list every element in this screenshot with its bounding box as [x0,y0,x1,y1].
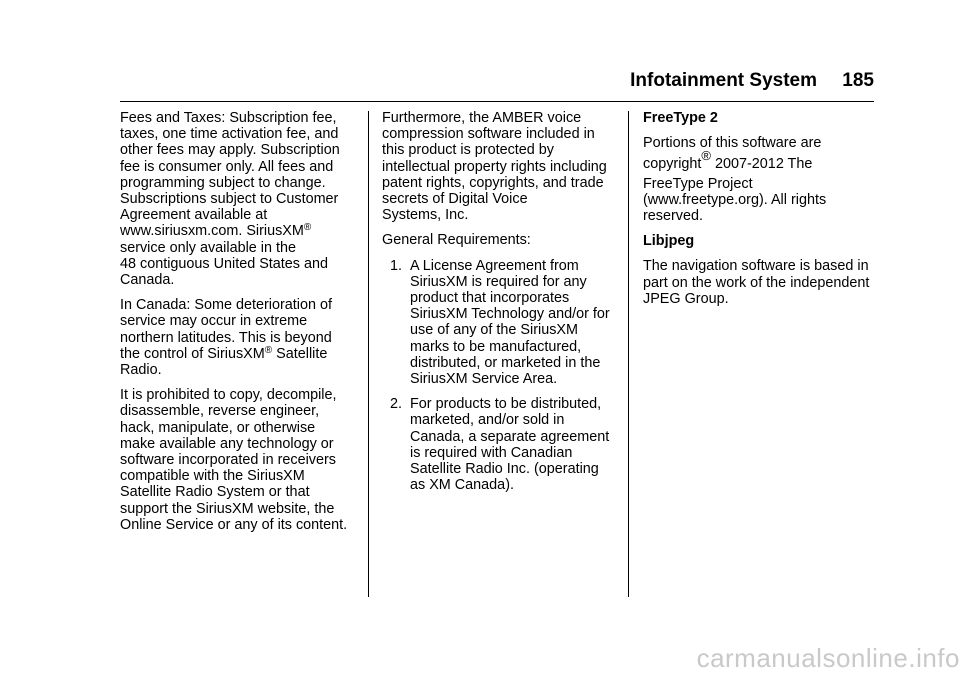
text-line: SiriusXM is required for any [410,273,587,290]
text-line: this product is protected by [382,142,554,159]
text-line: support the SiriusXM website, the [120,500,335,517]
column-left [120,110,360,542]
text-line: 48 contiguous United States and [120,255,329,272]
text-line [120,223,360,239]
column-right [643,110,883,316]
text-line: product that incorporates [410,290,570,307]
text-line: fee is consumer only. All fees and [120,158,334,175]
text-line: other fees may apply. Subscription [120,142,340,159]
text-line: hack, manipulate, or otherwise [120,419,316,436]
text-line: SiriusXM Service Area. [410,371,558,388]
text-line: It is prohibited to copy, decompile, [120,387,337,404]
list-item [390,258,622,388]
text-line: The navigation software is based in [643,258,869,275]
text-line: (www.freetype.org). All rights [643,191,827,208]
text-line: Satellite Radio System or that [120,484,310,501]
text-line: Agreement available at [120,207,268,224]
page-header [0,70,874,92]
section-title: Infotainment System [630,70,818,91]
text-run: copyright [643,156,702,173]
freetype-paragraph [643,135,883,224]
text-line: Online Service or any of its content. [120,516,348,533]
text-line: marketed, and/or sold in [410,412,565,429]
text-line: Subscriptions subject to Customer [120,191,339,208]
libjpeg-heading: Libjpeg [643,233,695,250]
requirements-list [382,258,622,494]
text-line: reserved. [643,208,703,225]
text-line: as XM Canada). [410,477,514,494]
text-line: Canada, a separate agreement [410,428,610,445]
list-item [390,396,622,493]
text-run: the control of SiriusXM [120,345,265,362]
text-line: service only available in the [120,239,296,256]
column-divider [368,111,369,597]
text-line: intellectual property rights including [382,158,607,175]
text-line: compression software included in [382,126,595,143]
text-line: SiriusXM Technology and/or for [410,306,610,323]
amber-paragraph [382,110,622,223]
text-line: Radio. [120,362,162,379]
text-line: secrets of Digital Voice [382,191,528,208]
text-run: www.siriusxm.com. SiriusXM [120,223,304,240]
text-line: patent rights, copyrights, and trade [382,174,604,191]
text-line: compatible with the SiriusXM [120,468,305,485]
page-number: 185 [842,70,874,91]
text-line: service may occur in extreme [120,313,308,330]
text-line: Portions of this software are [643,135,822,152]
text-run: Satellite [272,345,328,362]
text-line: Canada. [120,272,175,289]
freetype-heading: FreeType 2 [643,110,718,126]
text-line: marks to be manufactured, [410,338,582,355]
text-line: Furthermore, the AMBER voice [382,110,582,126]
watermark: carmanualsonline.info [696,643,960,673]
fees-paragraph [120,110,360,288]
text-line: software incorporated in receivers [120,452,336,469]
text-line: part on the work of the independent [643,274,870,291]
registered-mark: ® [701,148,711,164]
text-line: For products to be distributed, [410,396,602,413]
column-divider [628,111,629,597]
header-rule [120,101,874,102]
registered-mark: ® [264,344,273,356]
text-line: JPEG Group. [643,290,729,307]
canada-paragraph [120,297,360,378]
text-line: is required with Canadian [410,444,573,461]
column-middle [382,110,622,502]
list-number: 1. [390,257,403,274]
text-line: disassemble, reverse engineer, [120,403,320,420]
text-line: taxes, one time activation fee, and [120,126,339,143]
text-line: northern latitudes. This is beyond [120,329,332,346]
text-line: Systems, Inc. [382,207,469,224]
registered-mark: ® [303,222,312,234]
prohibited-paragraph [120,387,360,533]
text-line: Fees and Taxes: Subscription fee, [120,110,337,126]
text-line: Satellite Radio Inc. (operating [410,461,599,478]
text-line [120,346,360,362]
text-run: 2007-2012 The [711,156,813,173]
text-line: use of any of the SiriusXM [410,322,578,339]
text-line: A License Agreement from [410,257,579,274]
text-line: distributed, or marketed in the [410,354,601,371]
text-line: programming subject to change. [120,174,326,191]
text-line: make available any technology or [120,435,334,452]
libjpeg-paragraph [643,258,883,307]
text-line: In Canada: Some deterioration of [120,297,332,314]
general-requirements-label: General Requirements: [382,232,531,249]
text-line [643,148,883,173]
list-number: 2. [390,396,403,413]
text-line: FreeType Project [643,175,753,192]
